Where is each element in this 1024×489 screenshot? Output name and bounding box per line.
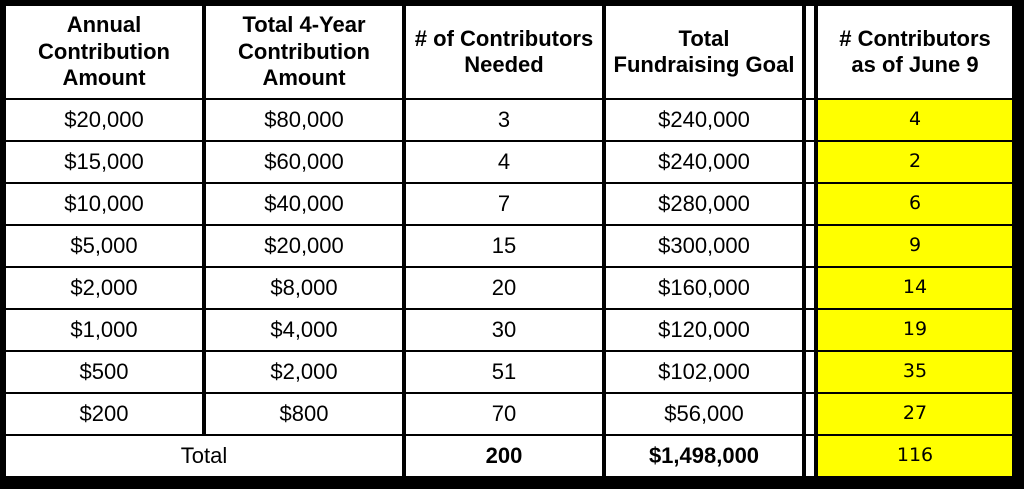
cell-annual-amount: $5,000 xyxy=(6,226,202,266)
header-total-4-year-contribution: Total 4-Year Contribution Amount xyxy=(206,6,402,98)
cell-total-4-year: $2,000 xyxy=(206,352,402,392)
column-divider xyxy=(806,6,814,98)
cell-contributors-june-9: 35 xyxy=(818,352,1012,392)
cell-annual-amount: $200 xyxy=(6,394,202,434)
cell-contributors-needed: 7 xyxy=(406,184,602,224)
cell-contributors-june-9: 14 xyxy=(818,268,1012,308)
column-divider xyxy=(806,310,814,350)
column-divider xyxy=(806,142,814,182)
cell-annual-amount: $20,000 xyxy=(6,100,202,140)
cell-annual-amount: $500 xyxy=(6,352,202,392)
total-contributors-june-9: 116 xyxy=(818,436,1012,476)
total-label: Total xyxy=(6,436,402,476)
cell-contributors-needed: 70 xyxy=(406,394,602,434)
cell-contributors-june-9: 2 xyxy=(818,142,1012,182)
contribution-table xyxy=(6,6,1012,476)
total-contributors-needed: 200 xyxy=(406,436,602,476)
cell-contributors-june-9: 6 xyxy=(818,184,1012,224)
cell-total-4-year: $20,000 xyxy=(206,226,402,266)
cell-annual-amount: $15,000 xyxy=(6,142,202,182)
column-divider xyxy=(806,268,814,308)
cell-fundraising-goal: $300,000 xyxy=(606,226,802,266)
cell-contributors-needed: 4 xyxy=(406,142,602,182)
column-divider xyxy=(806,226,814,266)
cell-annual-amount: $2,000 xyxy=(6,268,202,308)
cell-annual-amount: $10,000 xyxy=(6,184,202,224)
column-divider xyxy=(806,352,814,392)
cell-fundraising-goal: $240,000 xyxy=(606,142,802,182)
cell-total-4-year: $40,000 xyxy=(206,184,402,224)
cell-contributors-june-9: 4 xyxy=(818,100,1012,140)
cell-total-4-year: $4,000 xyxy=(206,310,402,350)
cell-total-4-year: $80,000 xyxy=(206,100,402,140)
cell-contributors-needed: 51 xyxy=(406,352,602,392)
cell-contributors-needed: 20 xyxy=(406,268,602,308)
cell-total-4-year: $800 xyxy=(206,394,402,434)
cell-total-4-year: $60,000 xyxy=(206,142,402,182)
column-divider xyxy=(806,184,814,224)
cell-contributors-june-9: 19 xyxy=(818,310,1012,350)
total-fundraising-goal: $1,498,000 xyxy=(606,436,802,476)
cell-total-4-year: $8,000 xyxy=(206,268,402,308)
header-annual-contribution: Annual Contribution Amount xyxy=(6,6,202,98)
cell-contributors-june-9: 9 xyxy=(818,226,1012,266)
cell-annual-amount: $1,000 xyxy=(6,310,202,350)
cell-fundraising-goal: $160,000 xyxy=(606,268,802,308)
cell-fundraising-goal: $102,000 xyxy=(606,352,802,392)
cell-contributors-june-9: 27 xyxy=(818,394,1012,434)
header-contributors-june-9: # Contributors as of June 9 xyxy=(818,6,1012,98)
header-total-fundraising-goal: Total Fundraising Goal xyxy=(606,6,802,98)
column-divider xyxy=(806,100,814,140)
cell-contributors-needed: 15 xyxy=(406,226,602,266)
cell-fundraising-goal: $56,000 xyxy=(606,394,802,434)
column-divider xyxy=(806,436,814,476)
cell-contributors-needed: 30 xyxy=(406,310,602,350)
cell-fundraising-goal: $120,000 xyxy=(606,310,802,350)
cell-contributors-needed: 3 xyxy=(406,100,602,140)
header-contributors-needed: # of Contributors Needed xyxy=(406,6,602,98)
column-divider xyxy=(806,394,814,434)
cell-fundraising-goal: $240,000 xyxy=(606,100,802,140)
cell-fundraising-goal: $280,000 xyxy=(606,184,802,224)
